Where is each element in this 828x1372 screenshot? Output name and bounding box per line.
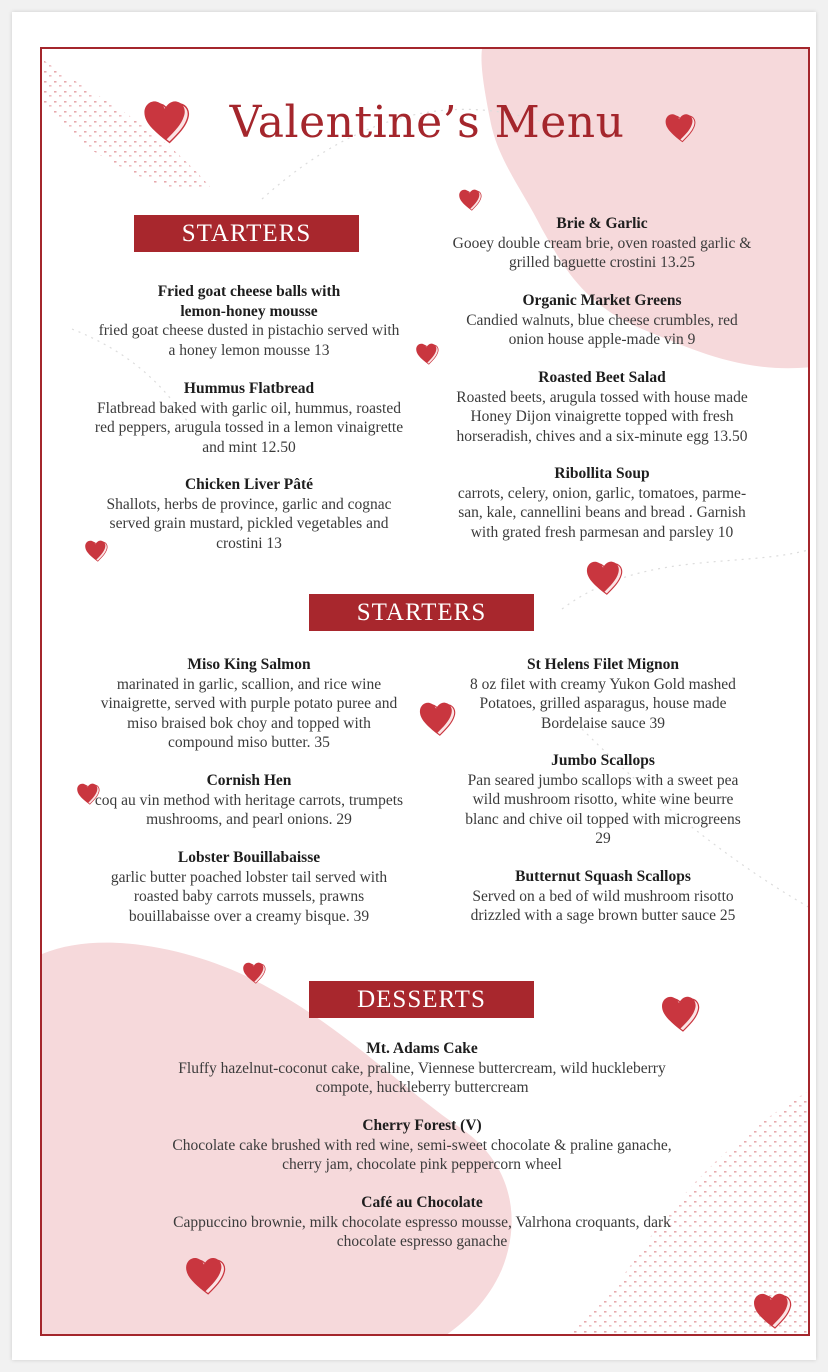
item-description: Pan seared jumbo scallops with a sweet pea wild mushroom risotto, white wine beurre blanc and chive oil topped with microgreens 29 bbox=[465, 771, 741, 847]
section-heading-starters: STARTERS bbox=[134, 215, 359, 252]
menu-page bbox=[12, 12, 816, 1360]
item-name: Ribollita Soup bbox=[554, 465, 650, 482]
item-description: fried goat cheese dusted in pistachio served with a honey lemon mousse 13 bbox=[98, 322, 400, 359]
menu-item bbox=[152, 1116, 692, 1175]
heart-icon bbox=[660, 994, 700, 1034]
item-name: Miso King Salmon bbox=[187, 656, 311, 673]
heart-icon bbox=[415, 342, 439, 366]
item-description: Flatbread baked with garlic oil, hummus, roasted red peppers, arugula tossed in a lemon vinaigrette and mint 12.50 bbox=[94, 399, 404, 456]
item-name: Brie & Garlic bbox=[556, 215, 648, 232]
item-name: Cherry Forest (V) bbox=[362, 1117, 482, 1134]
section-heading-starters: STARTERS bbox=[309, 594, 534, 631]
item-name: Organic Market Greens bbox=[522, 292, 682, 309]
item-description: 8 oz filet with creamy Yukon Gold mashed Potatoes, grilled asparagus, house made Bordelaise sauce 39 bbox=[470, 675, 736, 732]
heart-icon bbox=[458, 188, 482, 212]
menu-item bbox=[94, 848, 404, 926]
item-name: Fried goat cheese balls with lemon-honey mousse bbox=[157, 283, 341, 320]
item-description: coq au vin method with heritage carrots, trumpets mushrooms, and pearl onions. 29 bbox=[94, 791, 404, 828]
item-name: Café au Chocolate bbox=[361, 1194, 483, 1211]
menu-item bbox=[447, 368, 757, 446]
menu-item bbox=[94, 475, 404, 553]
heart-icon bbox=[585, 559, 623, 597]
heart-icon bbox=[752, 1292, 792, 1330]
menu-title: Valentine’s Menu bbox=[229, 97, 625, 148]
menu-item bbox=[447, 291, 757, 350]
menu-item bbox=[460, 867, 746, 926]
item-description: Gooey double cream brie, oven roasted garlic & grilled baguette crostini 13.25 bbox=[452, 234, 752, 271]
item-name: Lobster Bouillabaisse bbox=[177, 849, 321, 866]
heart-icon bbox=[242, 961, 266, 985]
menu-item bbox=[460, 655, 746, 733]
menu-item bbox=[152, 1039, 692, 1098]
item-name: Jumbo Scallops bbox=[551, 752, 655, 769]
menu-item bbox=[460, 751, 746, 849]
item-description: Roasted beets, arugula tossed with house made Honey Dijon vinaigrette topped with fresh horseradish, chives and a six-minute egg 13.50 bbox=[456, 388, 748, 445]
item-description: Cappuccino brownie, milk chocolate espresso mousse, Valrhona croquants, dark chocolate espresso ganache bbox=[173, 1213, 671, 1250]
menu-item bbox=[94, 282, 404, 360]
menu-item bbox=[447, 214, 757, 273]
item-name: Cornish Hen bbox=[206, 772, 292, 789]
item-name: Mt. Adams Cake bbox=[366, 1040, 478, 1057]
item-name: Butternut Squash Scallops bbox=[515, 868, 691, 885]
item-description: Candied walnuts, blue cheese crumbles, red onion house apple-made vin 9 bbox=[466, 311, 738, 348]
menu-item bbox=[94, 379, 404, 457]
item-name: Hummus Flatbread bbox=[183, 380, 315, 397]
item-description: Fluffy hazelnut-coconut cake, praline, Viennese buttercream, wild huckleberry compote, huckleberry buttercream bbox=[178, 1059, 666, 1096]
heart-icon bbox=[184, 1256, 226, 1296]
item-description: Served on a bed of wild mushroom risotto drizzled with a sage brown butter sauce 25 bbox=[470, 887, 736, 924]
item-name: St Helens Filet Mignon bbox=[527, 656, 679, 673]
item-description: Chocolate cake brushed with red wine, semi-sweet chocolate & praline ganache, cherry jam, chocolate pink peppercorn wheel bbox=[172, 1136, 672, 1173]
menu-item bbox=[152, 1193, 692, 1252]
item-description: garlic butter poached lobster tail served with roasted baby carrots mussels, prawns bouillabaisse over a creamy bisque. 39 bbox=[110, 868, 388, 925]
menu-item bbox=[447, 464, 757, 542]
item-name: Roasted Beet Salad bbox=[538, 369, 666, 386]
menu-frame bbox=[40, 47, 810, 1336]
menu-item bbox=[94, 771, 404, 830]
item-name: Chicken Liver Pâté bbox=[184, 476, 313, 493]
item-description: carrots, celery, onion, garlic, tomatoes, parme-san, kale, cannellini beans and bread . Garnish with grated fresh parmesan and parsley 10 bbox=[457, 484, 747, 541]
item-description: Shallots, herbs de province, garlic and cognac served grain mustard, pickled vegetables and crostini 13 bbox=[106, 495, 392, 552]
heart-icon bbox=[418, 699, 456, 739]
item-description: marinated in garlic, scallion, and rice wine vinaigrette, served with purple potato puree and miso braised bok choy and topped with compound miso butter. 35 bbox=[100, 675, 398, 751]
menu-item bbox=[94, 655, 404, 753]
section-heading-desserts: DESSERTS bbox=[309, 981, 534, 1018]
